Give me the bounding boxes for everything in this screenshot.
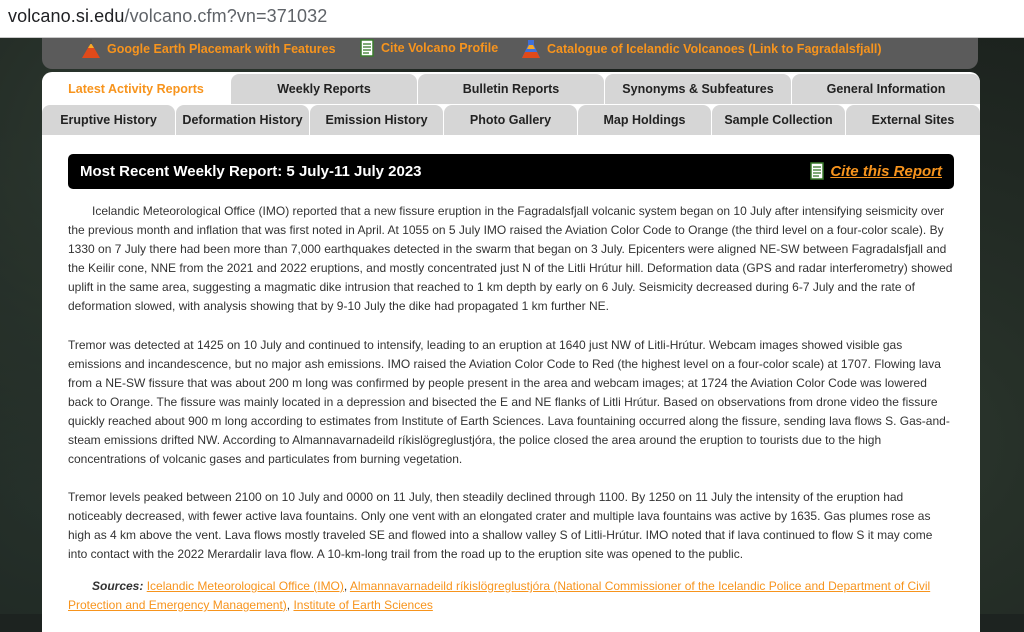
- content-panel: [42, 72, 980, 632]
- google-earth-link-label: Google Earth Placemark with Features: [107, 42, 336, 56]
- url-domain: volcano.si.edu: [8, 6, 125, 26]
- cite-report-label: Cite this Report: [830, 162, 942, 180]
- report-paragraph-2: Tremor was detected at 1425 on 10 July and continued to intensify, leading to an eruption at 1640 just NW of Litli-Hrútur. Webcam images showed visible gas emissions and incandescence, but no major ash emissions. IMO raised the Aviation Color Code to Red (the highest level on a four-color scale) at 1707. Flowing lava from a NE-SW fissure that was about 200 m long was confirmed by people present in the area and webcam images; at 1724 the Aviation Color Code was lowered back to Orange. The fissure was mainly located in a depression and bisected the E and NE flanks of Litli Hrútur. Based on observations from drone video the fissure quickly reached about 900 m long according to estimates from Institute of Earth Sciences. Lava fountaining occurred along the fissure, sending lava flows S. Gas-and-steam emissions drifted NW. According to Almannavarnadeild ríkislögreglustjóra, the police closed the area around the eruption to tourists due to the high concentrations of volcanic gases and particulates from burning vegetation.: [68, 338, 950, 466]
- tab-emission-history[interactable]: Emission History: [310, 105, 443, 135]
- source-link-almannavarnadeild[interactable]: Almannavarnadeild ríkislögreglustjóra (National Commissioner of the Icelandic Police and Department of Civil Protection and Emergency Management): [68, 579, 931, 612]
- url-text[interactable]: [8, 6, 327, 27]
- tab-eruptive-history[interactable]: Eruptive History: [42, 105, 175, 135]
- source-separator: ,: [343, 579, 350, 593]
- report-paragraph-3: Tremor levels peaked between 2100 on 10 July and 0000 on 11 July, then steadily declined through 1100. By 1250 on 11 July the intensity of the eruption had noticeably decreased, with fewer active lava fountains. Only one vent with an elongated crater and multiple lava fountains was active by 1635. Gas plumes rose as high as 4 km above the vent. Lava flows mostly traveled SE and flowed into a shallow valley S of Litli-Hrútur. IMO noted that if lava continued to flow S it may come into contact with the 2022 Merardalir lava flow. A 10-km-long trail from the road up to the eruption site was opened to the public.: [68, 490, 933, 561]
- report-header: [68, 154, 954, 189]
- report-title: Most Recent Weekly Report: 5 July-11 July 2023: [80, 163, 422, 180]
- tab-weekly-reports[interactable]: Weekly Reports: [231, 74, 417, 104]
- catalogue-link-label: Catalogue of Icelandic Volcanoes (Link to Fagradalsfjall): [547, 42, 882, 56]
- sources-label: Sources:: [92, 579, 144, 593]
- tab-latest-activity-reports[interactable]: Latest Activity Reports: [42, 74, 230, 104]
- tab-sample-collection[interactable]: Sample Collection: [712, 105, 845, 135]
- cite-volcano-profile-label: Cite Volcano Profile: [381, 41, 499, 55]
- cite-volcano-profile-link[interactable]: [358, 39, 498, 57]
- tab-map-holdings[interactable]: Map Holdings: [578, 105, 711, 135]
- cite-report-link[interactable]: [808, 162, 942, 180]
- tab-photo-gallery[interactable]: Photo Gallery: [444, 105, 577, 135]
- report-paragraph-1: Icelandic Meteorological Office (IMO) reported that a new fissure eruption in the Fagradalsfjall volcanic system began on 10 July after intensifying seismicity over the previous month and inflation that was first noted in April. At 1055 on 5 July IMO raised the Aviation Color Code to Orange (the third level on a four-color scale). By 1330 on 7 July there had been more than 7,000 earthquakes detected in the swarm that began on 3 July. Epicenters were aligned NE-SW between Fagradalsfjall and the Keilir cone, NNE from the 2021 and 2022 eruptions, and mostly concentrated just N of the Litli Hrútur hill. Deformation data (GPS and radar interferometry) showed uplift in the same area, suggesting a magmatic dike intrusion that reached to 1 km depth by early on 6 July. Seismicity decreased during 6-7 July and the rate of deformation slowed, with analysis showing that by 9-10 July the dike had propagated 1 km further NE.: [68, 204, 953, 313]
- flask-icon: [520, 39, 542, 59]
- source-link-imo[interactable]: Icelandic Meteorological Office (IMO): [146, 579, 344, 593]
- profile-links-bar: [42, 38, 978, 69]
- tab-bulletin-reports[interactable]: Bulletin Reports: [418, 74, 604, 104]
- volcano-icon: [80, 39, 102, 59]
- tab-external-sites[interactable]: External Sites: [846, 105, 980, 135]
- tab-general-information[interactable]: General Information: [792, 74, 980, 104]
- source-separator: ,: [286, 598, 294, 612]
- document-icon: [358, 39, 376, 57]
- url-path: /volcano.cfm?vn=371032: [124, 6, 328, 26]
- source-link-institute-earth-sciences[interactable]: Institute of Earth Sciences: [293, 598, 433, 612]
- google-earth-link[interactable]: [80, 39, 336, 59]
- address-bar[interactable]: [0, 0, 1024, 38]
- catalogue-link[interactable]: [520, 39, 882, 59]
- tab-synonyms-subfeatures[interactable]: Synonyms & Subfeatures: [605, 74, 791, 104]
- document-icon: [808, 162, 826, 180]
- tab-deformation-history[interactable]: Deformation History: [176, 105, 309, 135]
- report-sources: [68, 577, 954, 615]
